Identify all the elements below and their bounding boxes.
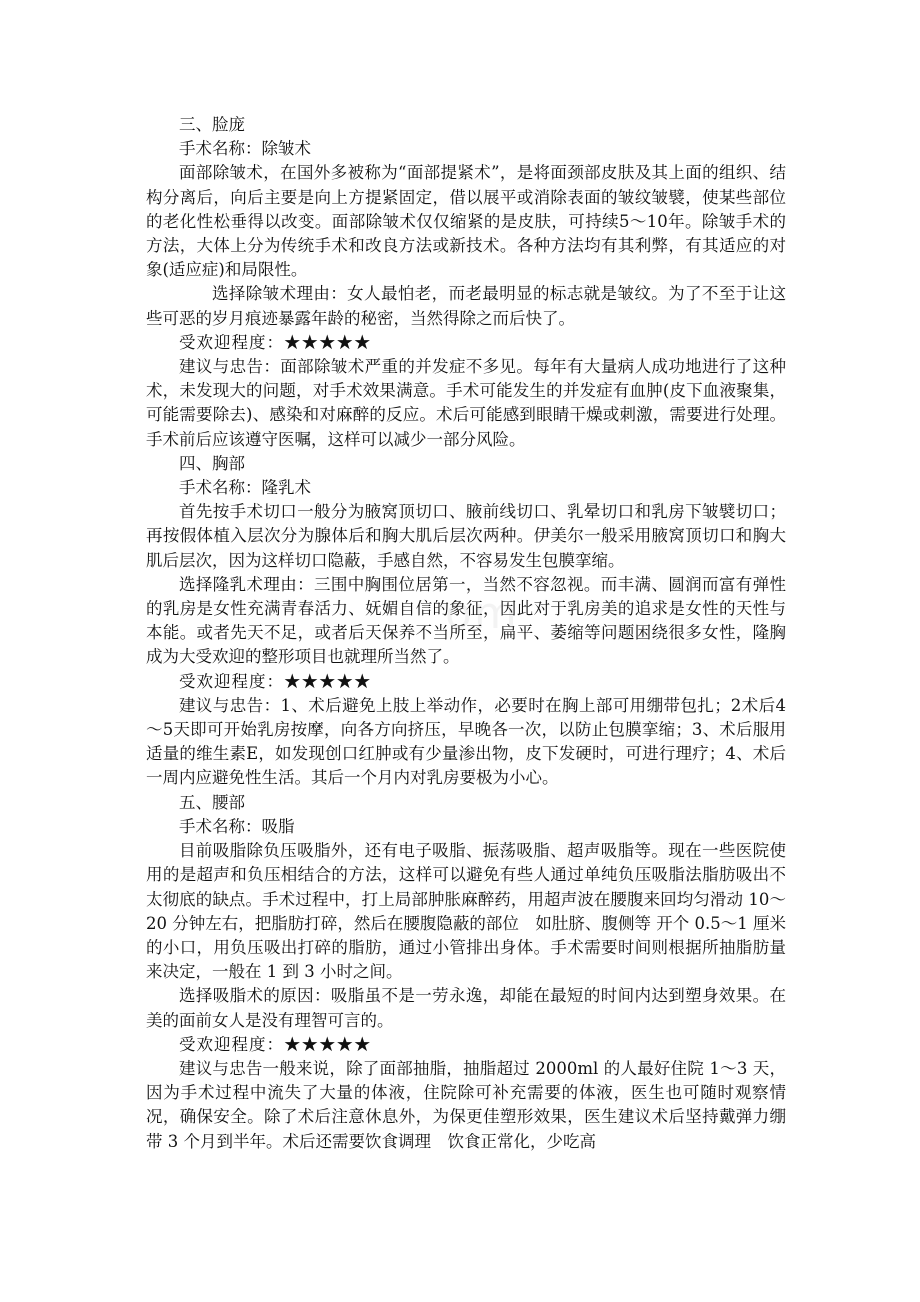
procedure-advice-chest: 建议与忠告：1、术后避免上肢上举动作，必要时在胸上部可用绷带包扎；2术后4～5天即可开始乳房按摩，向各方向挤压，早晚各一次，以防止包膜挛缩；3、术后服用适量的维生素E，如发现创口红肿或有少量渗出物，皮下发硬时，可进行理疗；4、术后一周内应避免性生活。其后一个月内对乳房要极为小心。 bbox=[146, 695, 786, 788]
procedure-name-face: 手术名称：除皱术 bbox=[179, 139, 311, 159]
procedure-name-chest: 手术名称：隆乳术 bbox=[179, 478, 311, 498]
procedure-description-chest: 首先按手术切口一般分为腋窝顶切口、腋前线切口、乳晕切口和乳房下皱襞切口；再按假体植入层次分为腺体后和胸大肌后层次两种。伊美尔一般采用腋窝顶切口和胸大肌后层次，因为这样切口隐蔽，手感自然，不容易发生包膜挛缩。 bbox=[146, 502, 786, 570]
popularity-rating-waist: 受欢迎程度：★★★★★ bbox=[179, 1034, 372, 1054]
procedure-reason-face: 选择除皱术理由：女人最怕老，而老最明显的标志就是皱纹。为了不至于让这些可恶的岁月痕迹暴露年龄的秘密，当然得除之而后快了。 bbox=[146, 284, 786, 328]
document-body bbox=[146, 113, 786, 1154]
procedure-reason-waist: 选择吸脂术的原因：吸脂虽不是一劳永逸，却能在最短的时间内达到塑身效果。在美的面前女人是没有理智可言的。 bbox=[146, 986, 786, 1030]
procedure-description-waist: 目前吸脂除负压吸脂外，还有电子吸脂、振荡吸脂、超声吸脂等。现在一些医院使用的是超声和负压相结合的方法，这样可以避免有些人通过单纯负压吸脂法脂肪吸出不太彻底的缺点。手术过程中，打上局部肿胀麻醉药，用超声波在腰腹来回均匀滑动 10～20 分钟左右，把脂肪打碎，然后在腰腹隐蔽的部位 如肚脐、腹侧等 开个 0.5～1 厘米的小口，用负压吸出打碎的脂肪，通过小管排出身体。手术需要时间则根据所抽脂肪量来决定，一般在 1 到 3 小时之间。 bbox=[146, 841, 786, 982]
procedure-description-face: 面部除皱术，在国外多被称为“面部提紧术”，是将面颈部皮肤及其上面的组织、结构分离后，向后主要是向上方提紧固定，借以展平或消除表面的皱纹皱襞，使某些部位的老化性松垂得以改变。面部除皱术仅仅缩紧的是皮肤，可持续5～10年。除皱手术的方法，大体上分为传统手术和改良方法或新技术。各种方法均有其利弊，有其适应的对象(适应症)和局限性。 bbox=[146, 163, 786, 280]
section-heading-chest: 四、胸部 bbox=[179, 453, 245, 473]
section-heading-waist: 五、腰部 bbox=[179, 792, 245, 812]
procedure-advice-waist: 建议与忠告一般来说，除了面部抽脂，抽脂超过 2000ml 的人最好住院 1～3 天，因为手术过程中流失了大量的体液，住院除可补充需要的体液，医生也可随时观察情况，确保安全。除了术后注意休息外，为保更佳塑形效果，医生建议术后坚持戴弹力绷带 3 个月到半年。术后还需要饮食调理 饮食正常化，少吃高 bbox=[146, 1058, 786, 1151]
procedure-name-waist: 手术名称：吸脂 bbox=[179, 816, 295, 836]
section-heading-face: 三、脸庞 bbox=[179, 115, 245, 134]
popularity-rating-chest: 受欢迎程度：★★★★★ bbox=[179, 671, 372, 691]
procedure-reason-chest: 选择隆乳术理由：三围中胸围位居第一，当然不容忽视。而丰满、圆润而富有弹性的乳房是女性充满青春活力、妩媚自信的象征，因此对于乳房美的追求是女性的天性与本能。或者先天不足，或者后天保养不当所至，扁平、萎缩等问题困绕很多女性，隆胸成为大受欢迎的整形项目也就理所当然了。 bbox=[146, 574, 786, 667]
popularity-rating-face: 受欢迎程度：★★★★★ bbox=[179, 332, 372, 352]
procedure-advice-face: 建议与忠告：面部除皱术严重的并发症不多见。每年有大量病人成功地进行了这种术，未发现大的问题，对手术效果满意。手术可能发生的并发症有血肿(皮下血液聚集，可能需要除去)、感染和对麻醉的反应。术后可能感到眼睛干燥或刺激，需要进行处理。手术前后应该遵守医嘱，这样可以减少一部分风险。 bbox=[146, 357, 786, 449]
